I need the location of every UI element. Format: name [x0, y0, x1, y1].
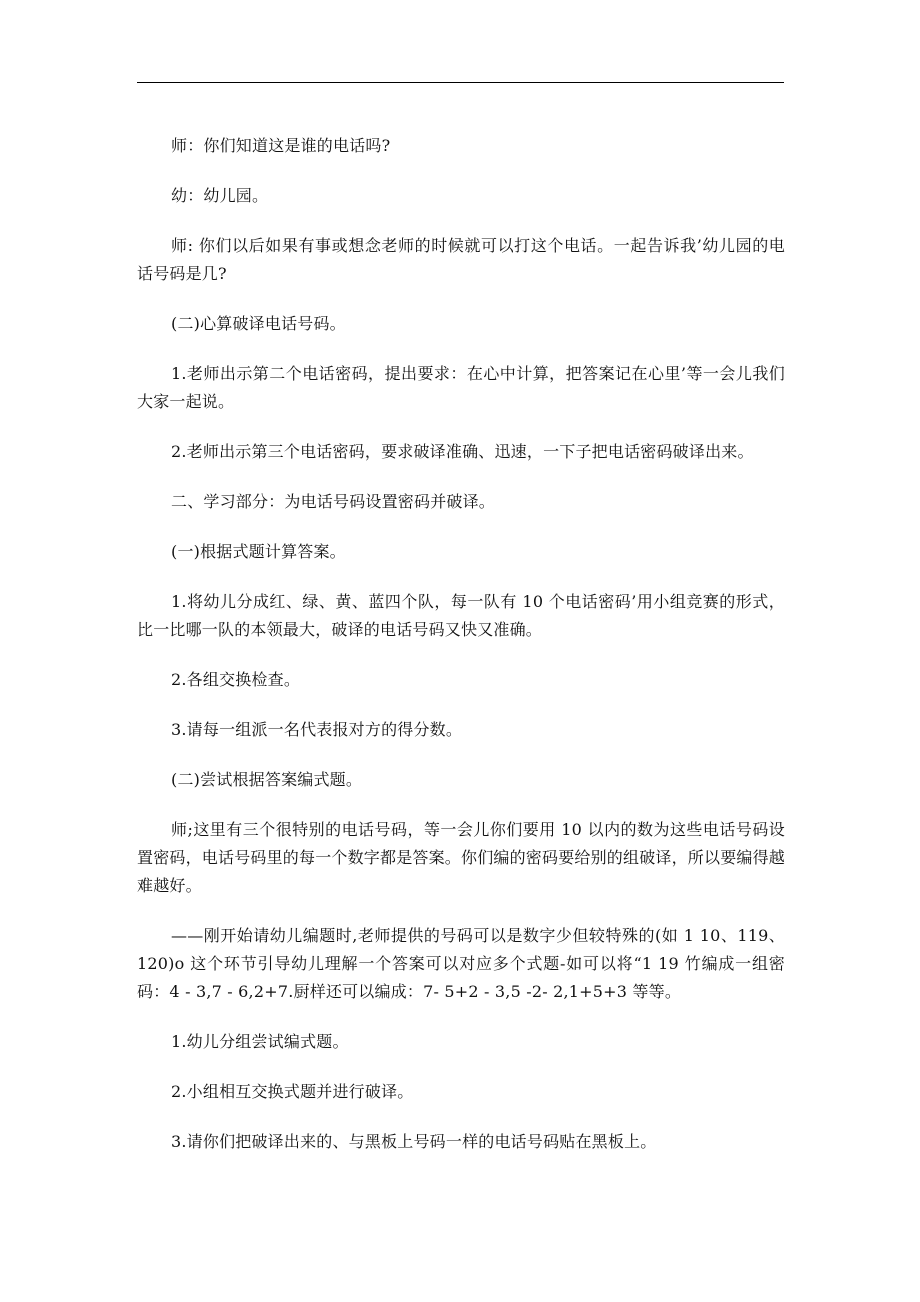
- paragraph: 1.将幼儿分成红、绿、黄、蓝四个队，每一队有 10 个电话密码’用小组竞赛的形式，比一比哪一队的本领最大，破译的电话号码又快又准确。: [137, 592, 785, 639]
- section-heading: (二)尝试根据答案编式题。: [171, 770, 363, 789]
- paragraph: 3.请你们把破译出来的、与黑板上号码一样的电话号码贴在黑板上。: [171, 1132, 657, 1151]
- paragraph: 师: 你们以后如果有事或想念老师的时候就可以打这个电话。一起告诉我’幼儿园的电话号码是几?: [137, 236, 785, 283]
- paragraph: 师;这里有三个很特别的电话号码，等一会儿你们要用 10 以内的数为这些电话号码设置密码，电话号码里的每一个数字都是答案。你们编的密码要给别的组破译，所以要编得越难越好。: [137, 820, 786, 895]
- paragraph: 1.幼儿分组尝试编式题。: [171, 1032, 349, 1051]
- document-body: [137, 132, 785, 1178]
- paragraph: ——刚开始请幼儿编题时,老师提供的号码可以是数字少但较特殊的(如 1 10、119、120)o 这个环节引导幼儿理解一个答案可以对应多个式题-如可以将“1 19 竹编成一组密码：4 - 3,7 - 6,2+7.厨样还可以编成：7- 5+2 - 3,5 -2- 2,1+5+3 等等。: [137, 926, 785, 1001]
- section-heading: (二)心算破译电话号码。: [171, 314, 346, 333]
- paragraph: 2.老师出示第三个电话密码，要求破译准确、迅速，一下子把电话密码破译出来。: [171, 442, 754, 461]
- paragraph: 师：你们知道这是谁的电话吗?: [171, 136, 391, 155]
- section-heading: (一)根据式题计算答案。: [171, 542, 346, 561]
- section-heading: 二、学习部分：为电话号码设置密码并破译。: [171, 492, 496, 511]
- paragraph: 3.请每一组派一名代表报对方的得分数。: [171, 720, 463, 739]
- header-rule: [137, 82, 784, 83]
- paragraph: 1.老师出示第二个电话密码，提出要求：在心中计算，把答案记在心里’等一会儿我们大家一起说。: [137, 364, 785, 411]
- paragraph: 幼：幼儿园。: [171, 186, 269, 205]
- paragraph: 2.各组交换检查。: [171, 670, 301, 689]
- paragraph: 2.小组相互交换式题并进行破译。: [171, 1082, 414, 1101]
